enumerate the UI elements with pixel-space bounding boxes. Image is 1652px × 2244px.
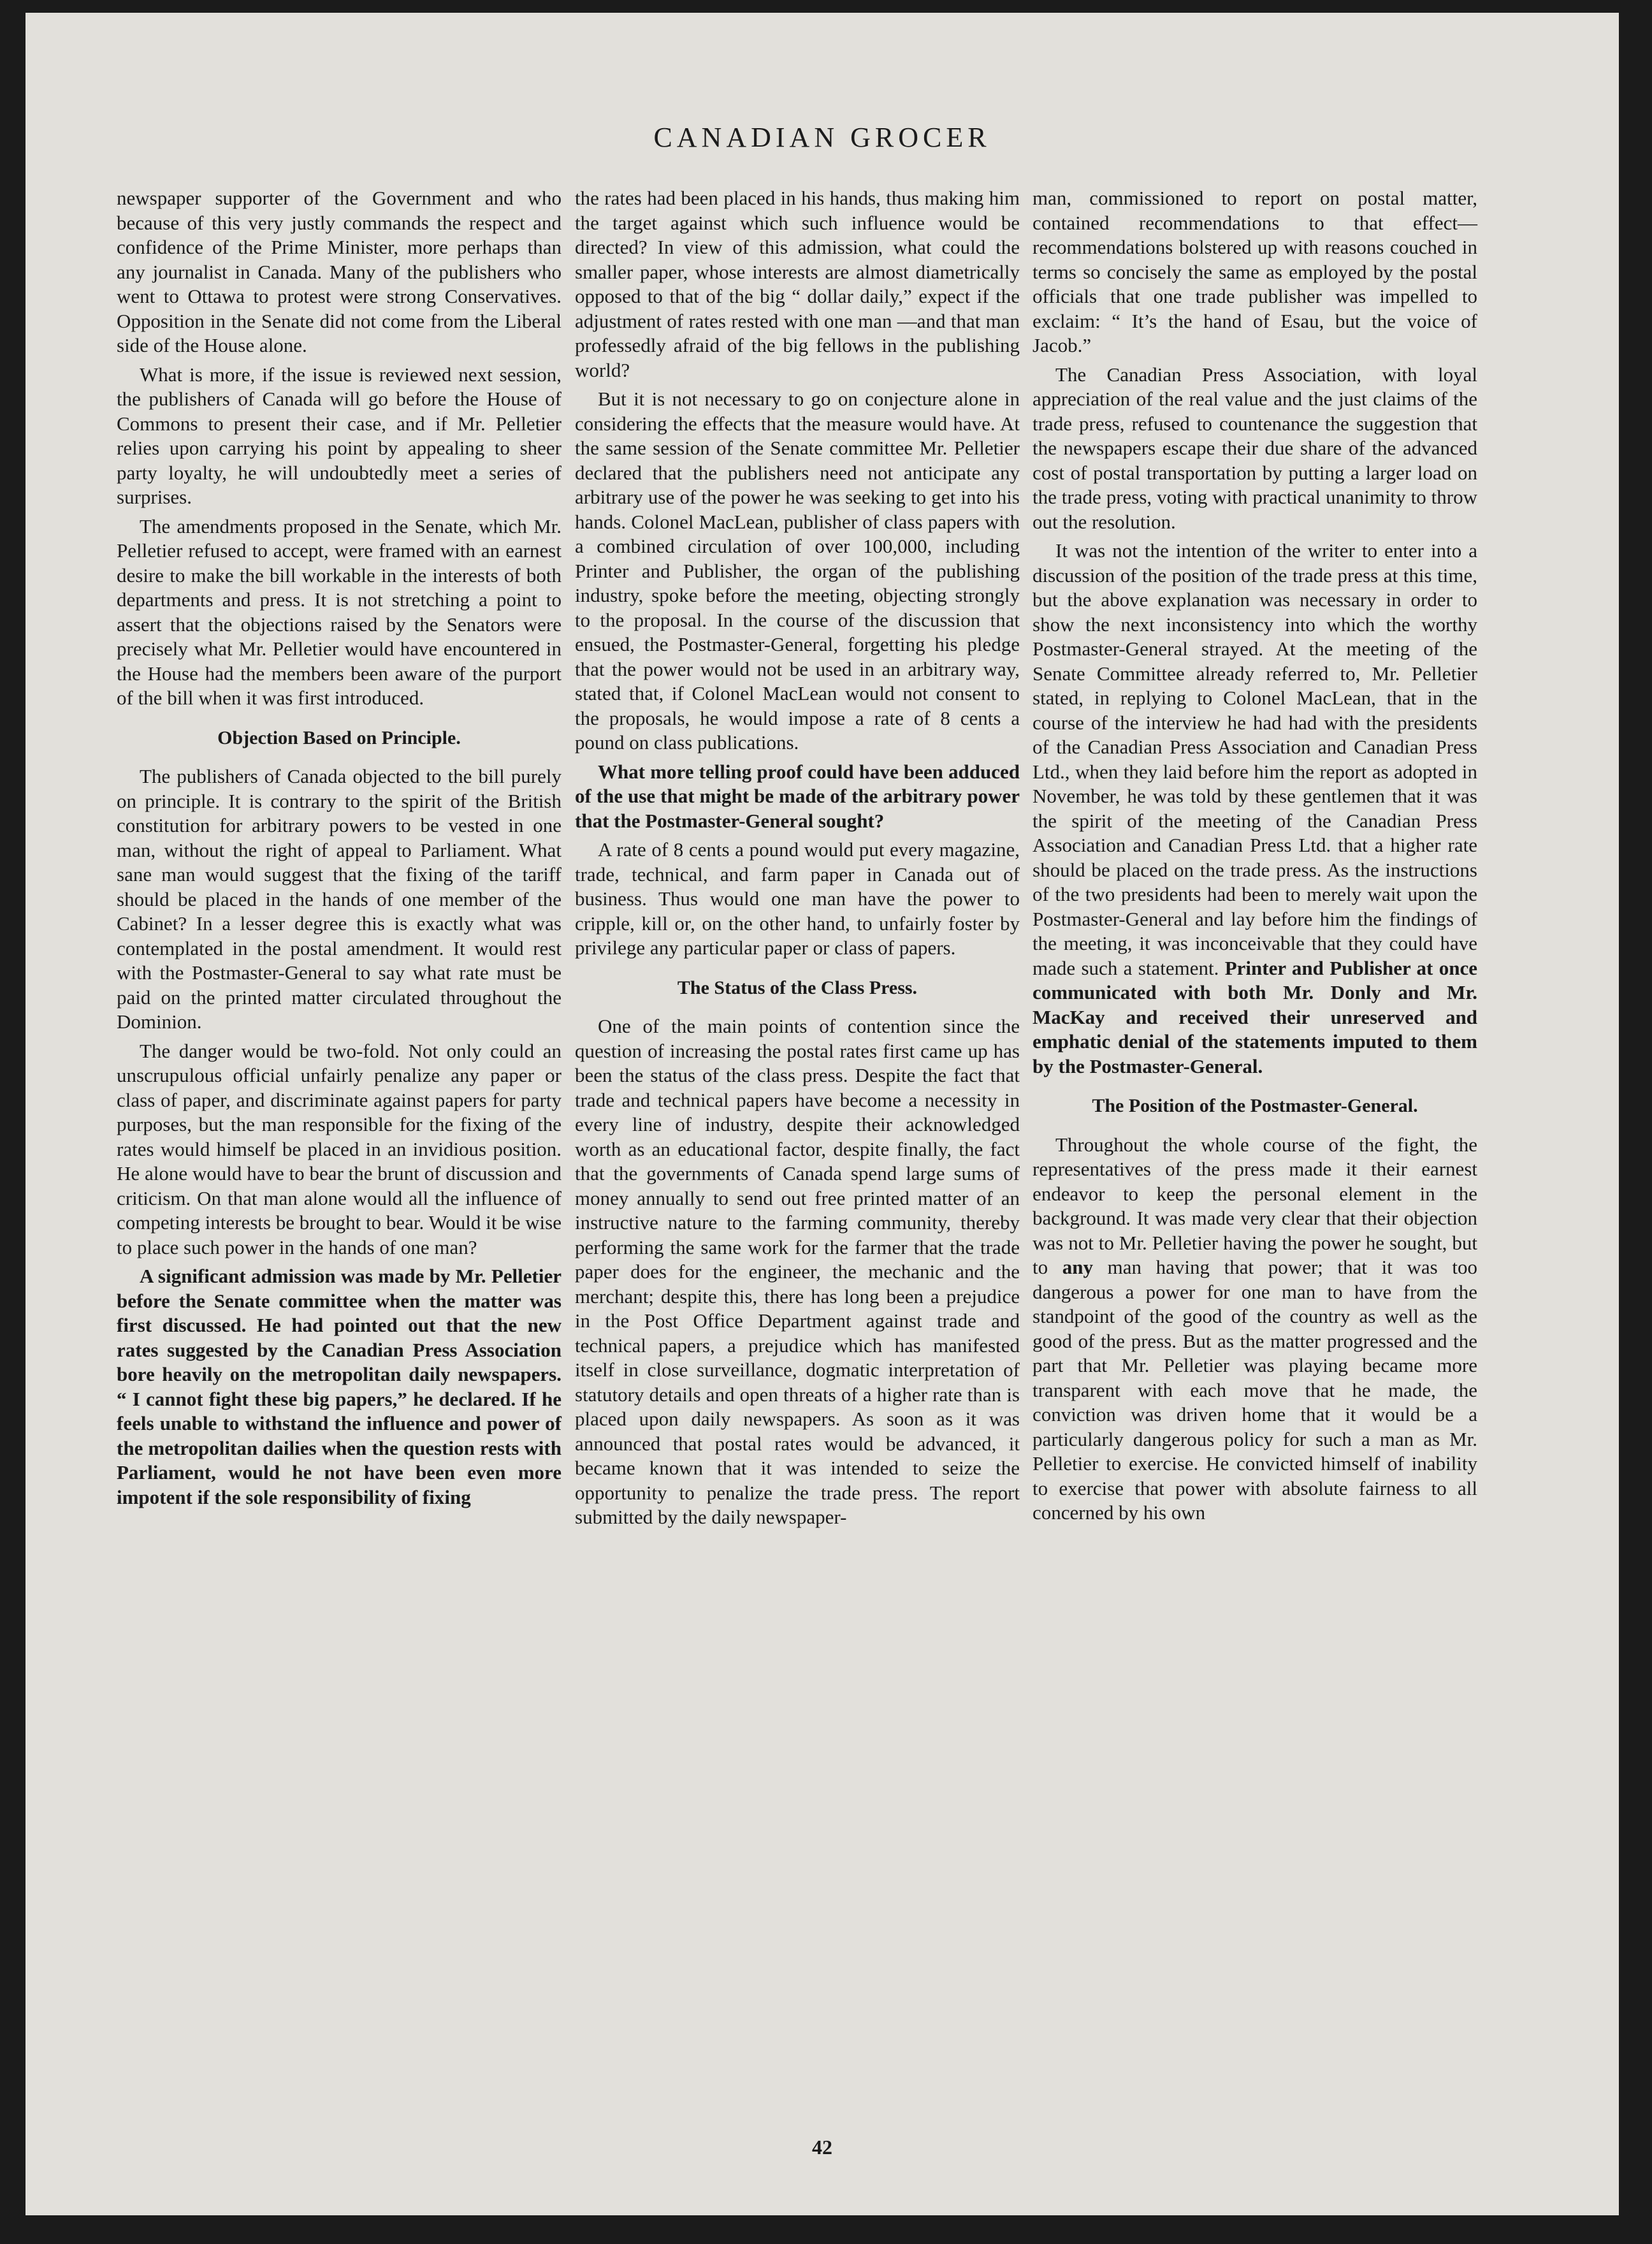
paragraph: The publishers of Canada objected to the bill purely on principle. It is contrary to the spirit of the British constitution for arbitrary powers to be vested in one man, without the right of appeal to Parliament. What sane man would suggest that the fixing of the tariff should be placed in the hands of one member of the Cabinet? In a lesser degree this is exactly what was contemplated in the postal amendment. It would rest with the Postmaster-General to say what rate must be paid on the printed matter circulated throughout the Dominion. — [117, 765, 562, 1033]
paragraph: But it is not necessary to go on conjecture alone in considering the effects that the measure would have. At the same session of the Senate committee Mr. Pelletier declared that the publishers need not anticipate any arbitrary use of the power he was seeking to get into his hands. Colonel MacLean, publisher of class papers with a combined circulation of over 100,000, including Printer and Publisher, the organ of the publishing industry, spoke before the meeting, objecting strongly to the proposal. In the course of the discussion that ensued, the Postmaster-General, forgetting his pledge that the power would not be used in an arbitrary way, stated that, if Colonel MacLean would not consent to the proposals, he would impose a rate of 8 cents a pound on class publications. — [575, 388, 1020, 754]
paragraph-text: Throughout the whole course of the fight, the representatives of the press made it their earnest endeavor to keep the personal element in the background. It was made very clear that their objection was not to Mr. Pelletier having the power he sought, but to — [1032, 1133, 1477, 1278]
paragraph: The danger would be two-fold. Not only could an unscrupulous official unfairly penalize any paper or class of paper, and discriminate against papers for party purposes, but the man responsible for the fixing of the rates would himself be placed in an invidious position. He alone would have to bear the brunt of discussion and criticism. On that man alone would all the influence of competing interests be brought to bear. Would it be wise to place such power in the hands of one man? — [117, 1039, 562, 1258]
paragraph-emphasis: Printer and Publisher at once communicated with both Mr. Donly and Mr. MacKay and received their unreserved and emphatic denial of the statements imputed to them by the Postmaster-General. — [1032, 956, 1477, 1077]
paragraph-text: man having that power; that it was too dangerous a power for one man to have from the standpoint of the good of the country as well as the good of the press. But as the matter progressed and the part that Mr. Pelletier was playing became more transparent with each move that he made, the conviction was driven home that it would be a particularly dangerous policy for such a man as Mr. Pelletier to exercise. He convicted himself of inability to exercise that power with absolute fairness to all concerned by his own — [1032, 1256, 1477, 1524]
emphasis-word: any — [1062, 1256, 1094, 1278]
section-heading: Objection Based on Principle. — [217, 727, 461, 748]
column-right — [1032, 186, 1477, 1530]
paragraph: A significant admission was made by Mr. Pelletier before the Senate committee when the matter was first discussed. He had pointed out that the new rates suggested by the Canadian Press Association bore heavily on the metropolitan daily newspapers. “ I cannot fight these big papers,” he declared. If he feels unable to withstand the influence and power of the metropolitan dailies when the question rests with Parliament, would he not have been even more impotent if the sole responsibility of fixing — [117, 1265, 562, 1508]
paragraph: The amendments proposed in the Senate, which Mr. Pelletier refused to accept, were framed with an earnest desire to make the bill workable in the interests of both departments and press. It is not stretching a point to assert that the objections raised by the Senators were precisely what Mr. Pelletier would have encountered in the House had the members been aware of the purport of the bill when it was first introduced. — [117, 514, 562, 709]
column-middle — [575, 186, 1020, 1534]
paragraph: newspaper supporter of the Government and who because of this very justly commands the respect and confidence of the Prime Minister, more perhaps than any journalist in Canada. Many of the publishers who went to Ottawa to protest were strong Conservatives. Opposition in the Senate did not come from the Liberal side of the House alone. — [117, 187, 562, 356]
page-number: 42 — [812, 2136, 832, 2159]
section-heading: The Status of the Class Press. — [677, 977, 918, 998]
magazine-page — [25, 13, 1619, 2215]
paragraph: man, commissioned to report on postal matter, contained recommendations to that effect—recommendations bolstered up with reasons couched in terms so concisely the same as employed by the postal officials that one trade publisher was impelled to exclaim: “ It’s the hand of Esau, but the voice of Jacob.” — [1032, 187, 1477, 356]
paragraph: A rate of 8 cents a pound would put every magazine, trade, technical, and farm paper in Canada out of business. Thus would one man have the power to cripple, kill or, on the other hand, to unfairly foster by privilege any particular paper or class of papers. — [575, 838, 1020, 959]
paragraph: What is more, if the issue is reviewed next session, the publishers of Canada will go before the House of Commons to present their case, and if Mr. Pelletier relies upon carrying his point by appealing to sheer party loyalty, he will undoubtedly meet a series of surprises. — [117, 363, 562, 508]
paragraph: The Canadian Press Association, with loyal appreciation of the real value and the just claims of the trade press, refused to countenance the suggestion that the newspapers escape their due share of the advanced cost of postal transportation by putting a larger load on the trade press, voting with practical unanimity to throw out the resolution. — [1032, 363, 1477, 533]
paragraph — [1032, 539, 1477, 1079]
paragraph: One of the main points of contention since the question of increasing the postal rates first came up has been the status of the class press. Despite the fact that trade and technical papers have become a necessity in every line of industry, despite their acknowledged worth as an educational factor, despite finally, the fact that the governments of Canada spend large sums of money annually to send out free printed matter of an instructive nature to the farming community, thereby performing the same work for the farmer that the trade paper does for the engineer, the mechanic and the merchant; despite this, there has long been a prejudice in the Post Office Department against trade and technical papers, a prejudice which has manifested itself in close surveillance, dogmatic interpretation of statutory details and open threats of a higher rate than is placed upon daily newspapers. As soon as it was announced that postal rates would be advanced, it became known that it was intended to seize the opportunity to penalize the trade press. The report submitted by the daily newspaper- — [575, 1015, 1020, 1528]
paragraph-emphasis: What more telling proof could have been adduced of the use that might be made of the arbitrary power that the Postmaster-General sought? — [575, 760, 1020, 832]
section-heading: The Position of the Postmaster-General. — [1092, 1095, 1418, 1116]
paragraph: the rates had been placed in his hands, thus making him the target against which such influence would be directed? In view of this admission, what could the smaller paper, whose interests are almost diametrically opposed to that of the big “ dollar daily,” expect if the adjustment of rates rested with one man —and that man professedly afraid of the big fellows in the publishing world? — [575, 187, 1020, 381]
running-header: CANADIAN GROCER — [653, 122, 991, 153]
paragraph — [1032, 1133, 1477, 1526]
column-left — [117, 186, 562, 1514]
paragraph-text: It was not the intention of the writer to enter into a discussion of the position of the trade press at this time, but the above explanation was necessary in order to show the next inconsistency into which the worthy Postmaster-General strayed. At the meeting of the Senate Committee already referred to, Mr. Pelletier stated, in replying to Colonel MacLean, that in the course of the interview he had had with the presidents of the Canadian Press Association and Canadian Press Ltd., when they laid before him the report as adopted in November, he was told by these gentlemen that it was the spirit of the meeting of the Canadian Press Association and Canadian Press Ltd. that a higher rate should be placed on the trade press. As the instructions of the two presidents had been to merely wait upon the Postmaster-General and lay before him the findings of the meeting, it was inconceivable that they could have made such a statement. — [1032, 539, 1477, 979]
